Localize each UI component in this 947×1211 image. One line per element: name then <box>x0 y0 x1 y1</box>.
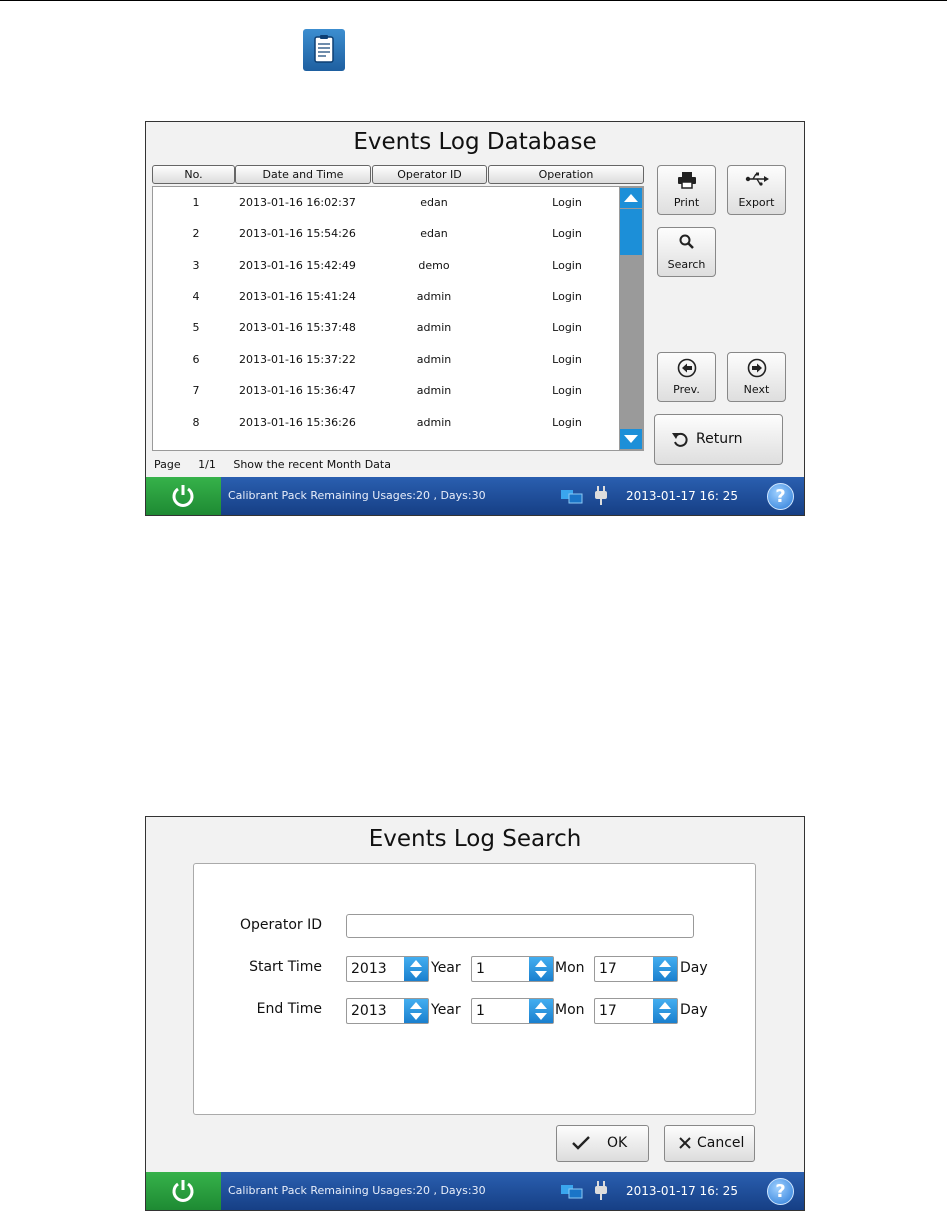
scroll-up-icon[interactable] <box>620 188 642 208</box>
start-year-value: 2013 <box>351 961 387 977</box>
cell-datetime: 2013-01-16 15:36:47 <box>239 384 356 397</box>
page-title: Events Log Database <box>353 129 597 155</box>
start-day-spinner[interactable] <box>594 956 678 982</box>
cell-operator: edan <box>420 196 448 209</box>
export-button[interactable] <box>727 165 786 215</box>
search-form-panel <box>193 863 756 1115</box>
table-row[interactable] <box>153 250 619 281</box>
end-month-value: 1 <box>476 1003 485 1019</box>
cell-operation: Login <box>552 259 582 272</box>
table-row[interactable] <box>153 312 619 343</box>
scroll-thumb[interactable] <box>620 209 642 255</box>
network-icon <box>561 1184 583 1203</box>
cell-operator: edan <box>420 227 448 240</box>
arrow-right-icon <box>747 358 767 381</box>
x-icon <box>678 1136 692 1154</box>
cell-datetime: 2013-01-16 15:41:24 <box>239 290 356 303</box>
cell-no: 2 <box>192 227 200 240</box>
column-header-no[interactable]: No. <box>152 165 235 184</box>
cell-operator: admin <box>416 384 452 397</box>
prev-label: Prev. <box>673 383 700 396</box>
network-icon <box>561 489 583 508</box>
status-message: Calibrant Pack Remaining Usages:20 , Days:30 <box>228 1184 486 1197</box>
cell-no: 7 <box>192 384 200 397</box>
cancel-label: Cancel <box>697 1135 745 1151</box>
spin-arrows-icon[interactable] <box>404 999 428 1023</box>
return-label: Return <box>696 431 743 447</box>
usb-icon <box>745 171 769 190</box>
plug-icon <box>594 486 608 510</box>
undo-icon <box>671 430 691 454</box>
page-top-rule <box>0 0 947 1</box>
start-month-spinner[interactable] <box>471 956 554 982</box>
column-header-date-time[interactable]: Date and Time <box>235 165 371 184</box>
start-year-spinner[interactable] <box>346 956 429 982</box>
help-icon[interactable]: ? <box>767 1178 794 1205</box>
cell-no: 1 <box>192 196 200 209</box>
cell-no: 6 <box>192 353 200 366</box>
magnifier-icon <box>678 233 696 254</box>
cell-datetime: 2013-01-16 15:37:22 <box>239 353 356 366</box>
events-log-database-screen <box>145 121 805 516</box>
page-value: 1/1 <box>198 458 216 471</box>
power-icon <box>170 483 196 509</box>
help-icon[interactable]: ? <box>767 483 794 510</box>
spin-arrows-icon[interactable] <box>653 957 677 981</box>
month-unit-label: Mon <box>555 1002 585 1018</box>
status-bar <box>146 477 804 515</box>
cell-no: 3 <box>192 259 200 272</box>
operator-id-input[interactable] <box>346 914 694 938</box>
cell-operator: demo <box>418 259 450 272</box>
return-button[interactable] <box>654 414 783 465</box>
clipboard-icon <box>303 29 345 71</box>
search-button[interactable] <box>657 227 716 277</box>
cell-operation: Login <box>552 384 582 397</box>
next-button[interactable] <box>727 352 786 402</box>
table-row[interactable] <box>153 218 619 249</box>
ok-button[interactable] <box>556 1125 649 1162</box>
spin-arrows-icon[interactable] <box>653 999 677 1023</box>
start-day-value: 17 <box>599 961 617 977</box>
table-row[interactable] <box>153 281 619 312</box>
events-table <box>152 186 644 451</box>
cell-no: 4 <box>192 290 200 303</box>
export-label: Export <box>738 196 775 209</box>
search-label: Search <box>667 258 706 271</box>
end-time-label: End Time <box>256 1001 322 1017</box>
cell-datetime: 2013-01-16 16:02:37 <box>239 196 356 209</box>
printer-icon <box>677 171 697 192</box>
print-button[interactable] <box>657 165 716 215</box>
next-label: Next <box>743 383 770 396</box>
cell-operation: Login <box>552 227 582 240</box>
prev-button[interactable] <box>657 352 716 402</box>
page-info <box>154 458 405 471</box>
cell-datetime: 2013-01-16 15:36:26 <box>239 416 356 429</box>
table-row[interactable] <box>153 375 619 406</box>
table-scrollbar[interactable] <box>619 187 643 450</box>
table-row[interactable] <box>153 344 619 375</box>
cell-operator: admin <box>416 321 452 334</box>
check-icon <box>571 1135 591 1155</box>
cell-datetime: 2013-01-16 15:37:48 <box>239 321 356 334</box>
cell-operation: Login <box>552 416 582 429</box>
events-log-search-screen <box>145 816 805 1211</box>
operator-id-label: Operator ID <box>239 917 322 933</box>
cell-operator: admin <box>416 416 452 429</box>
column-header-operation[interactable]: Operation <box>488 165 644 184</box>
table-row[interactable] <box>153 187 619 218</box>
start-time-label: Start Time <box>249 959 322 975</box>
cell-no: 8 <box>192 416 200 429</box>
year-unit-label: Year <box>431 960 461 976</box>
range-note: Show the recent Month Data <box>233 458 391 471</box>
end-day-spinner[interactable] <box>594 998 678 1024</box>
cell-operator: admin <box>416 290 452 303</box>
cell-operation: Login <box>552 196 582 209</box>
spin-arrows-icon[interactable] <box>529 999 553 1023</box>
dialog-title: Events Log Search <box>368 826 582 852</box>
status-message: Calibrant Pack Remaining Usages:20 , Days:30 <box>228 489 486 502</box>
power-button[interactable] <box>146 1172 221 1210</box>
start-month-value: 1 <box>476 961 485 977</box>
print-label: Print <box>673 196 700 209</box>
status-datetime: 2013-01-17 16: 25 <box>626 1184 738 1198</box>
cell-operation: Login <box>552 290 582 303</box>
power-icon <box>170 1178 196 1204</box>
end-year-value: 2013 <box>351 1003 387 1019</box>
ok-label: OK <box>607 1135 628 1151</box>
scroll-down-icon[interactable] <box>620 429 642 449</box>
power-button[interactable] <box>146 477 221 515</box>
year-unit-label: Year <box>431 1002 461 1018</box>
cancel-button[interactable] <box>664 1125 755 1162</box>
plug-icon <box>594 1181 608 1205</box>
day-unit-label: Day <box>680 1002 708 1018</box>
cell-operation: Login <box>552 353 582 366</box>
status-datetime: 2013-01-17 16: 25 <box>626 489 738 503</box>
arrow-left-icon <box>677 358 697 381</box>
cell-datetime: 2013-01-16 15:42:49 <box>239 259 356 272</box>
cell-no: 5 <box>192 321 200 334</box>
spin-arrows-icon[interactable] <box>529 957 553 981</box>
cell-operator: admin <box>416 353 452 366</box>
column-header-operator-id[interactable]: Operator ID <box>372 165 487 184</box>
spin-arrows-icon[interactable] <box>404 957 428 981</box>
end-year-spinner[interactable] <box>346 998 429 1024</box>
table-row[interactable] <box>153 407 619 438</box>
end-day-value: 17 <box>599 1003 617 1019</box>
day-unit-label: Day <box>680 960 708 976</box>
status-bar <box>146 1172 804 1210</box>
page-label: Page <box>154 458 181 471</box>
end-month-spinner[interactable] <box>471 998 554 1024</box>
month-unit-label: Mon <box>555 960 585 976</box>
cell-datetime: 2013-01-16 15:54:26 <box>239 227 356 240</box>
cell-operation: Login <box>552 321 582 334</box>
